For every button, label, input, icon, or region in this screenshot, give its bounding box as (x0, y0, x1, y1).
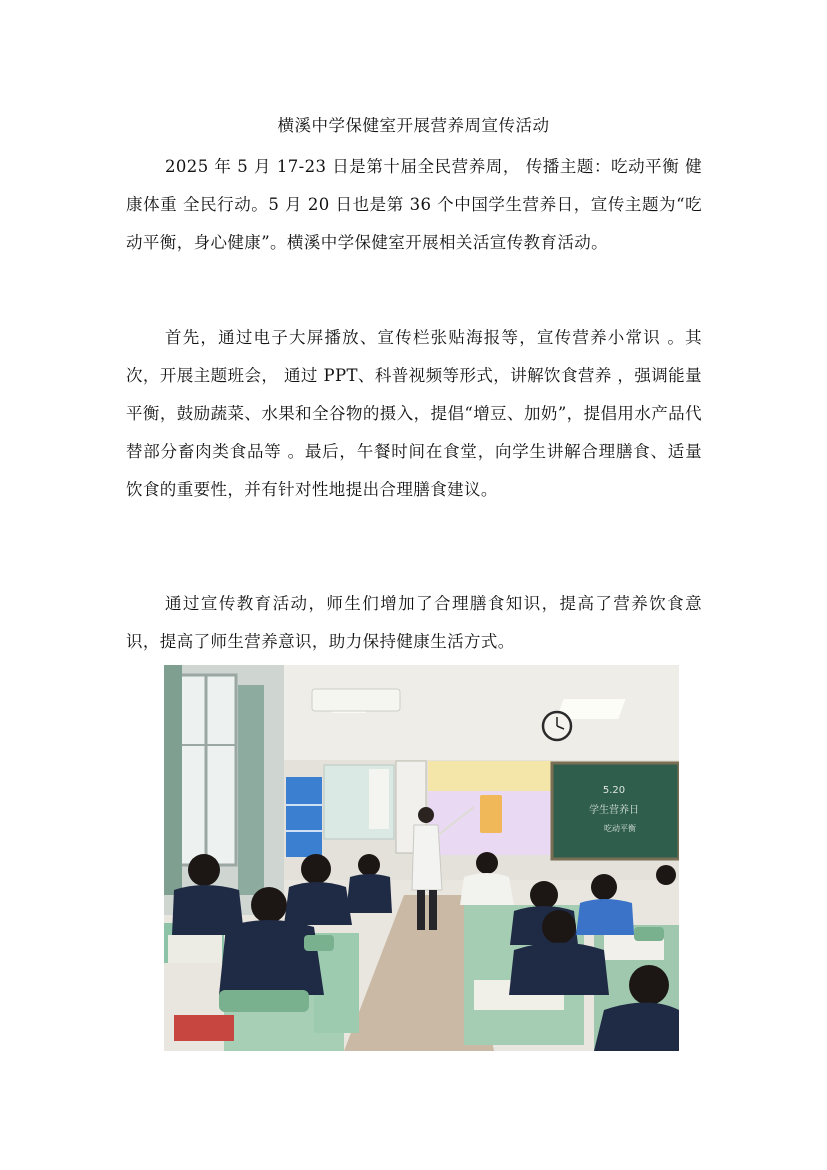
curtain (238, 685, 264, 895)
chair (304, 935, 334, 951)
chair (634, 927, 664, 941)
paragraph-1: 2025 年 5 月 17-23 日是第十届全民营养周， 传播主题：吃动平衡 健康体重 全民行动。5 月 20 日也是第 36 个中国学生营养日，宣传主题为“吃动平衡，身心健康”。横溪中学保健室开展相关活宣传教育活动。 (126, 157, 702, 252)
screen-poster (480, 795, 502, 833)
eye-chart (369, 769, 389, 829)
paragraph-3: 通过宣传教育活动，师生们增加了合理膳食知识，提高了营养饮食意识，提高了师生营养意识，助力保持健康生活方式。 (126, 594, 702, 651)
classroom-photo (164, 665, 679, 1051)
book-stack (168, 935, 222, 963)
curtain (164, 665, 182, 895)
chair (219, 990, 309, 1012)
blue-shelf (286, 777, 322, 857)
classroom-photo-illustration (164, 665, 679, 1051)
paragraph-2: 首先，通过电子大屏播放、宣传栏张贴海报等，宣传营养小常识 。其次，开展主题班会， 通过 PPT、科普视频等形式，讲解饮食营养 ，强调能量平衡，鼓励蔬菜、水果和全谷物的摄入，提倡“增豆、加奶”，提倡用水产品代替部分畜肉类食品等 。最后，午餐时间在食堂，向学生讲解合理膳食、适量饮食的重要性，并有针对性地提出合理膳食建议。 (126, 328, 702, 499)
document-title: 横溪中学保健室开展营养周宣传活动 (277, 116, 550, 135)
chalkboard-line-3: 吃动平衡 (604, 824, 636, 833)
chalkboard-line-2: 学生营养日 (589, 805, 639, 816)
book-stack (174, 1015, 234, 1041)
air-conditioner (312, 689, 400, 711)
chalkboard-line-1: 5.20 (602, 785, 626, 796)
